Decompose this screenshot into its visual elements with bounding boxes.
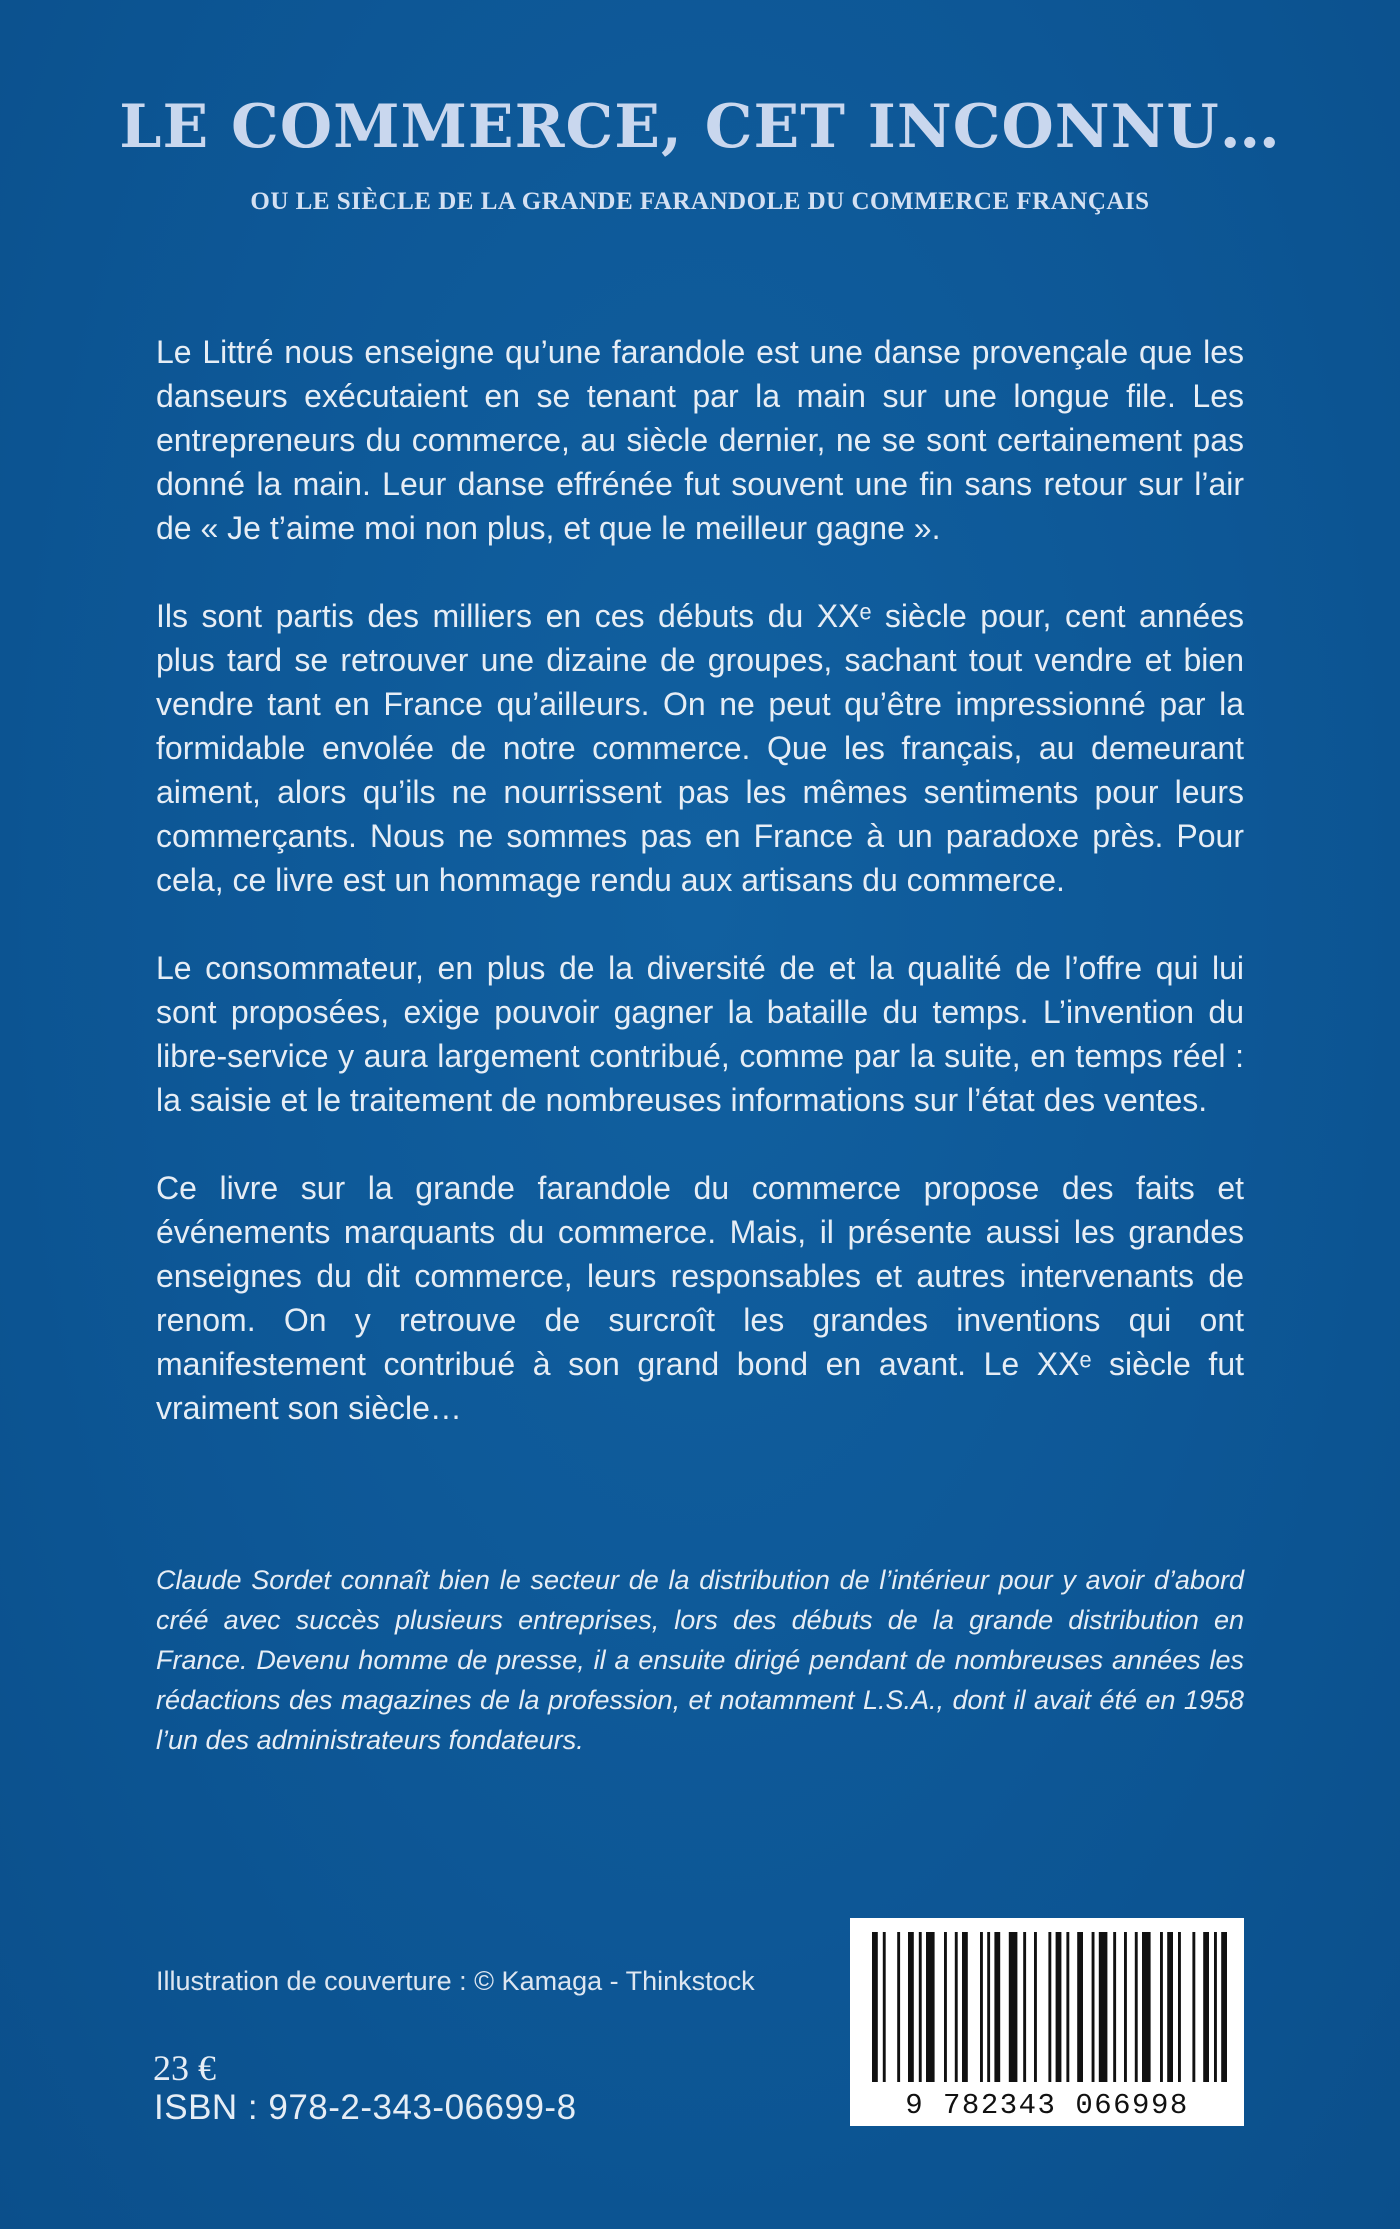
barcode (850, 1918, 1244, 2126)
synopsis-paragraph: Ils sont partis des milliers en ces débuts du XXᵉ siècle pour, cent années plus tard se retrouver une dizaine de groupes, sachant tout vendre et bien vendre tant en France qu’ailleurs. On ne peut qu’être impressionné par la formidable envolée de notre commerce. Que les français, au demeurant aiment, alors qu’ils ne nourrissent pas les mêmes sentiments pour leurs commerçants. Nous ne sommes pas en France à un paradoxe près. Pour cela, ce livre est un hommage rendu aux artisans du commerce. (156, 598, 1244, 898)
barcode-bar (1135, 1932, 1138, 2082)
barcode-bar (1203, 1932, 1209, 2082)
barcode-bar (1142, 1932, 1151, 2082)
barcode-bar (1092, 1932, 1095, 2082)
barcode-bar (1167, 1932, 1173, 2082)
barcode-bar (987, 1932, 990, 2082)
illustration-credit: Illustration de couverture : © Kamaga - Thinkstock (156, 1966, 755, 1996)
barcode-bar (1178, 1932, 1181, 2082)
synopsis-paragraph: Ce livre sur la grande farandole du commerce propose des faits et événements marquants du commerce. Mais, il présente aussi les grandes enseignes du dit commerce, leurs responsables et autres intervenants de renom. On y retrouve de surcroît les grandes inventions qui ont manifestement contribué à son grand bond en avant. Le XXᵉ siècle fut vraiment son siècle… (156, 1170, 1244, 1426)
book-subtitle: OU LE SIÈCLE DE LA GRANDE FARANDOLE DU COMMERCE FRANÇAIS (250, 188, 1150, 215)
barcode-bar (1221, 1932, 1227, 2082)
barcode-bar (1009, 1932, 1018, 2082)
barcode-bar (1214, 1932, 1217, 2082)
barcode-bar (872, 1932, 878, 2082)
barcode-bar (1048, 1932, 1051, 2082)
barcode-bar (1077, 1932, 1083, 2082)
synopsis (156, 330, 1244, 1474)
barcode-bar (944, 1932, 947, 2082)
barcode-bar (1124, 1932, 1127, 2082)
barcode-bar (1192, 1932, 1195, 2082)
barcode-bar (926, 1932, 935, 2082)
author-bio: Claude Sordet connaît bien le secteur de la distribution de l’intérieur pour y avoir d’abord créé avec succès plusieurs entreprises, lors des débuts de la grande distribution en France. Devenu homme de presse, il a ensuite dirigé pendant de nombreuses années les rédactions des magazines de la profession, et notamment L.S.A., dont il avait été en 1958 l’un des administrateurs fondateurs. (156, 1565, 1244, 1755)
barcode-bar (1034, 1932, 1037, 2082)
barcode-bar (1066, 1932, 1069, 2082)
barcode-bar (994, 1932, 1000, 2082)
barcode-bar (962, 1932, 968, 2082)
barcode-bar (919, 1932, 922, 2082)
barcode-bar (980, 1932, 983, 2082)
isbn-number: ISBN : 978-2-343-06699-8 (154, 2088, 577, 2127)
barcode-bar (1160, 1932, 1163, 2082)
barcode-digits: 9 782343 066998 (858, 2089, 1236, 2122)
barcode-bar (1113, 1932, 1116, 2082)
barcode-bar (1056, 1932, 1062, 2082)
barcode-bar (1023, 1932, 1026, 2082)
barcode-bar (1099, 1932, 1108, 2082)
synopsis-paragraph: Le Littré nous enseigne qu’une farandole est une danse provençale que les danseurs exécutaient en se tenant par la main sur une longue file. Les entrepreneurs du commerce, au siècle dernier, ne se sont certainement pas donné la main. Leur danse effrénée fut souvent une fin sans retour sur l’air de « Je t’aime moi non plus, et que le meilleur gagne ». (156, 334, 1244, 546)
synopsis-paragraph: Le consommateur, en plus de la diversité de et la qualité de l’offre qui lui sont proposées, exige pouvoir gagner la bataille du temps. L’invention du libre-service y aura largement contribué, comme par la suite, en temps réel : la saisie et le traitement de nombreuses informations sur l’état des ventes. (156, 950, 1244, 1118)
book-title: LE COMMERCE, CET INCONNU… (119, 92, 1281, 162)
barcode-bar (897, 1932, 900, 2082)
barcode-bar (908, 1932, 914, 2082)
barcode-bar (955, 1932, 958, 2082)
price: 23 € (153, 2048, 216, 2088)
barcode-bar (883, 1932, 886, 2082)
